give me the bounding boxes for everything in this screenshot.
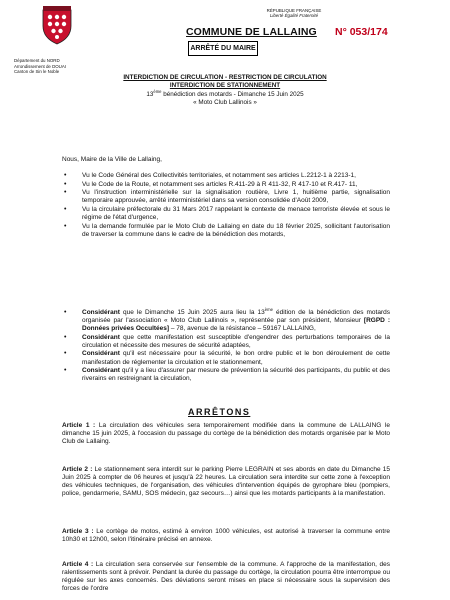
arrondissement-line: Arrondissement de DOUAI: [14, 63, 66, 69]
list-item: [62, 350, 390, 366]
considerant-text: qu'il est nécessaire pour la sécurité, le bon ordre public et le bon déroulement de cette manifestation de réglementer la circulation et le stationnement,: [82, 350, 390, 366]
vu-text: Vu le Code Général des Collectivités territoriales, et notamment ses articles L.2212-1 à 2213-1,: [82, 172, 356, 179]
article-text: Le stationnement sera interdit sur le parking Pierre LEGRAIN et ses abords en date du Dimanche 15 Juin 2025 à compter de 06 heures et jusqu'à 22 heures. La circulation sera interdite sur cette zone à l'exception des véhicules techniques, de l'organisation, des véhicules d'intervention équipés de gyrophare bleu (pompiers, police, gendarmerie, SAMU, SOS médecin, gaz secours…) ainsi que les motards participants à la manifestation.: [62, 466, 390, 498]
bullet-icon: •: [64, 189, 67, 197]
article-3: [62, 528, 390, 544]
article-text: La circulation sera conservée sur l'ensemble de la commune. A l'approche de la manifestation, des ralentissements sont à prévoir. Pendant la durée du passage du cortège, la circulation pourra être interrompue ou régulée sur les axes concernés. Des déviations seront mises en place si nécessaire sous la supervision des forces de l'ordre: [62, 561, 391, 593]
arretons-heading: ARRÊTONS: [188, 407, 251, 417]
commune-title: COMMUNE DE LALLAING: [186, 26, 317, 38]
article-label: Article 2 :: [62, 466, 93, 473]
bullet-icon: •: [64, 180, 67, 188]
bullet-icon: •: [64, 350, 67, 358]
considerant-label: Considérant: [82, 309, 120, 316]
bullet-icon: •: [64, 222, 67, 230]
list-item: [62, 223, 390, 239]
edition-suffix: ème: [264, 306, 273, 312]
redacted-text: [RGPD : Données privées Occultées]: [82, 317, 390, 333]
title-line-2: INTERDICTION DE STATIONNEMENT: [169, 82, 281, 90]
list-item: [62, 367, 390, 383]
article-text: Le cortège de motos, estimé à environ 1000 véhicules, est autorisé à traverser la commune entre 10h30 et 12h00, selon l'itinéraire précisé en annexe.: [62, 528, 391, 544]
considerant-label: Considérant: [82, 350, 120, 358]
considerant-label: Considérant: [82, 333, 120, 341]
considerant-label: Considérant: [82, 367, 120, 375]
edition-suffix: ème: [153, 88, 162, 94]
title-line-4: « Moto Club Lallinois »: [193, 99, 257, 107]
republic-marianne-block: [244, 8, 344, 19]
arrete-number: N° 053/174: [335, 26, 388, 38]
considerant-list: [62, 306, 390, 384]
considerant-text: que cette manifestation est susceptible d'engendrer des perturbations temporaires de la circulation et nécessite des mesures de sécurité adaptées,: [82, 333, 390, 349]
article-label: Article 4 :: [62, 561, 94, 568]
article-1: [62, 422, 390, 446]
vu-text: Vu la demande formulée par le Moto Club de Lallaing en date du 18 février 2025, sollicitant l'autorisation de traverser la commune dans le cadre de la bénédiction des motards,: [82, 222, 390, 238]
edition-number: 13: [146, 90, 154, 98]
department-info: [14, 58, 104, 75]
vu-text: Vu l'instruction interministérielle sur la signalisation routière, Livre 1, huitième partie, signalisation temporaire approuvée, arrêté interministériel dans sa version consolidée d'Août 2009,: [82, 189, 390, 205]
lallaing-coat-of-arms-logo: [40, 6, 74, 46]
intro-paragraph: Nous, Maire de la Ville de Lallaing,: [62, 156, 162, 163]
vu-list: [62, 172, 390, 239]
title-line-3: [60, 88, 390, 99]
considerant-text: – 78, avenue de la résistance – 59167 LALLAING,: [169, 325, 316, 333]
title-line-1: INTERDICTION DE CIRCULATION - RESTRICTION DE CIRCULATION: [123, 74, 327, 81]
list-item: [62, 306, 390, 333]
considerant-text: qu'il y a lieu d'assurer par mesure de prévention la sécurité des participants, du public et des riverains en restreignant la circulation,: [82, 367, 390, 383]
arrete-type-box: ARRÊTÉ DU MAIRE: [188, 41, 258, 56]
vu-text: Vu la circulaire préfectorale du 31 Mars 2017 rappelant le contexte de menace terroriste élevée et sous le régime de l'état d'urgence,: [82, 205, 390, 221]
republic-label: RÉPUBLIQUE FRANÇAISE: [266, 8, 322, 13]
list-item: [62, 206, 390, 222]
article-4: [62, 561, 390, 593]
considerant-text: édition de la bénédiction des motards organisée par l'association « Moto Club Lallinois », représentée par son président, Monsieur: [82, 309, 390, 325]
bullet-icon: •: [64, 333, 67, 341]
bullet-icon: •: [64, 172, 67, 179]
vu-text: Vu le Code de la Route, et notamment ses articles R.411-29 à R 411-32, R 417-10 et R.417- 11,: [82, 180, 358, 188]
list-item: [62, 189, 390, 205]
article-label: Article 3 :: [62, 528, 94, 535]
bullet-icon: •: [64, 309, 67, 316]
article-text: La circulation des véhicules sera temporairement modifiée dans la commune de LALLAING le dimanche 15 juin 2025, à l'occasion du passage du cortège de la bénédiction des motards organisée par le Moto Club de Lallaing.: [62, 422, 390, 446]
list-item: [62, 334, 390, 350]
list-item: [62, 172, 390, 180]
canton-line: Canton de Sin le Noble: [14, 69, 60, 75]
bullet-icon: •: [64, 205, 67, 213]
event-date: bénédiction des motards - Dimanche 15 Juin 2025: [161, 90, 304, 98]
document-title: [60, 74, 390, 108]
article-2: [62, 466, 390, 498]
article-label: Article 1 :: [62, 422, 96, 429]
bullet-icon: •: [64, 367, 67, 375]
republic-motto: Liberté Égalité Fraternité: [269, 13, 319, 19]
considerant-text: que le Dimanche 15 Juin 2025 aura lieu la 13: [119, 309, 265, 316]
list-item: [62, 181, 390, 189]
department-line: Département du NORD: [14, 58, 60, 63]
